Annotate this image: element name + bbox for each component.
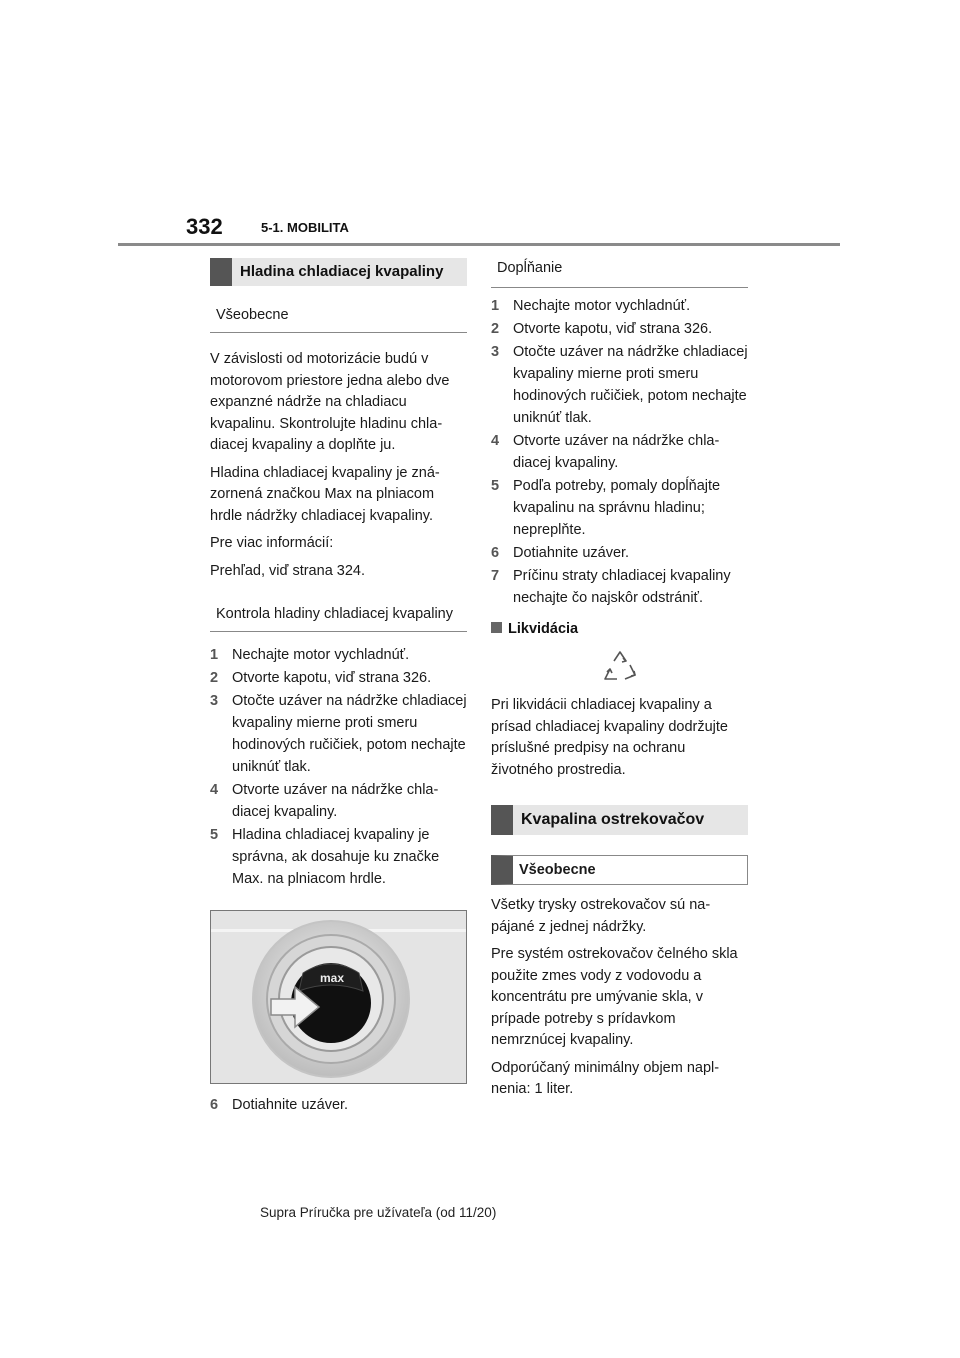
coolant-cap-illustration	[211, 911, 466, 1083]
subheading-refill: Dopĺňanie	[491, 258, 748, 288]
step-text: Otvorte uzáver na nádržke chladiacej kvapaliny.	[513, 433, 720, 471]
step-text: Otvorte uzáver na nádržke chladiacej kvapaliny.	[232, 782, 439, 820]
check-steps	[210, 644, 467, 890]
max-mark-label: max	[319, 971, 345, 985]
step-number: 3	[491, 344, 500, 360]
disposal-text: Pri likvidácii chladiacej kvapaliny a prísad chladiacej kvapaliny dodržujte príslušné predpisy na ochranu životného prostredia.	[491, 697, 728, 778]
subheading-general: Všeobecne	[210, 301, 467, 333]
step-number: 5	[210, 827, 219, 843]
washer-text-nozzles: Všetky trysky ostrekovačov sú napájané z jednej nádržky.	[491, 897, 711, 935]
general-text: V závislosti od motorizácie budú v motorovom priestore jedna alebo dve expanzné nádrže na chladiacu kvapalinu. Skontrolujte hladinu chladiacej kvapaliny a doplňte ju.	[210, 351, 450, 453]
step-number: 1	[210, 647, 219, 663]
step-text: Podľa potreby, pomaly dopĺňajte kvapalinu na správnu hladinu; nepreplňte.	[513, 478, 721, 538]
square-bullet-icon	[491, 622, 502, 633]
step-text: Otvorte kapotu, viď strana 326.	[232, 670, 432, 686]
recycle-icon	[491, 648, 748, 691]
list-item	[491, 295, 748, 317]
step-text: Dotiahnite uzáver.	[232, 1097, 349, 1113]
step-text: Príčinu straty chladiacej kvapaliny nechajte čo najskôr odstrániť.	[513, 568, 731, 606]
level-text: Hladina chladiacej kvapaliny je znázornená značkou Max na plniacom hrdle nádržky chladiacej kvapaliny.	[210, 464, 440, 524]
step-text: Otočte uzáver na nádržke chladiacej kvapaliny mierne proti smeru hodinových ručičiek, potom nechajte uniknúť tlak.	[232, 693, 467, 775]
step-text: Nechajte motor vychladnúť.	[513, 298, 691, 314]
left-column	[210, 258, 467, 1116]
washer-text-volume: Odporúčaný minimálny objem naplnenia: 1 liter.	[491, 1059, 720, 1097]
list-item	[210, 1094, 467, 1116]
overview-reference: Prehľad, viď strana 324.	[210, 562, 366, 579]
step-number: 3	[210, 693, 219, 709]
step-text: Nechajte motor vychladnúť.	[232, 647, 410, 663]
list-item	[491, 341, 748, 429]
chapter-title: 5-1. MOBILITA	[261, 220, 349, 235]
step-number: 2	[491, 321, 500, 337]
list-item	[210, 690, 467, 778]
step-text: Dotiahnite uzáver.	[513, 545, 630, 561]
step-number: 2	[210, 670, 219, 686]
header-rule	[118, 243, 840, 246]
section-heading-coolant: Hladina chladiacej kvapaliny	[210, 258, 467, 286]
page-number: 332	[186, 214, 223, 239]
section-heading-washer: Kvapalina ostrekovačov	[491, 805, 748, 835]
step-number: 6	[210, 1097, 219, 1113]
washer-text-mixture: Pre systém ostrekovačov čelného skla použite zmes vody z vodovodu a koncentrátu pre umývanie skla, v prípade potreby s prídavkom nemrznúcej kvapaliny.	[491, 946, 738, 1048]
step-number: 6	[491, 545, 500, 561]
list-item	[491, 475, 748, 541]
disposal-heading-text: Likvidácia	[508, 621, 579, 637]
after-figure-steps	[210, 1094, 467, 1116]
subheading-washer-general: Všeobecne	[491, 855, 748, 885]
step-text: Hladina chladiacej kvapaliny je správna, ak dosahuje ku značke Max. na plniacom hrdle.	[232, 827, 440, 887]
list-item	[491, 542, 748, 564]
right-column	[491, 258, 748, 1101]
subheading-check: Kontrola hladiny chladiacej kvapaliny	[210, 600, 467, 632]
list-item	[491, 318, 748, 340]
step-number: 4	[210, 782, 219, 798]
list-item	[491, 565, 748, 609]
list-item	[210, 824, 467, 890]
step-number: 1	[491, 298, 500, 314]
list-item	[210, 667, 467, 689]
step-number: 5	[491, 478, 500, 494]
list-item	[210, 644, 467, 666]
footer-text: Supra Príručka pre užívateľa (od 11/20)	[260, 1205, 497, 1220]
disposal-heading	[491, 618, 748, 640]
step-number: 4	[491, 433, 500, 449]
step-number: 7	[491, 568, 500, 584]
step-text: Otočte uzáver na nádržke chladiacej kvapaliny mierne proti smeru hodinových ručičiek, potom nechajte uniknúť tlak.	[513, 344, 748, 426]
coolant-cap-figure	[210, 910, 467, 1084]
list-item	[210, 779, 467, 823]
more-info-text: Pre viac informácií:	[210, 535, 334, 551]
list-item	[491, 430, 748, 474]
refill-steps	[491, 295, 748, 609]
step-text: Otvorte kapotu, viď strana 326.	[513, 321, 713, 337]
